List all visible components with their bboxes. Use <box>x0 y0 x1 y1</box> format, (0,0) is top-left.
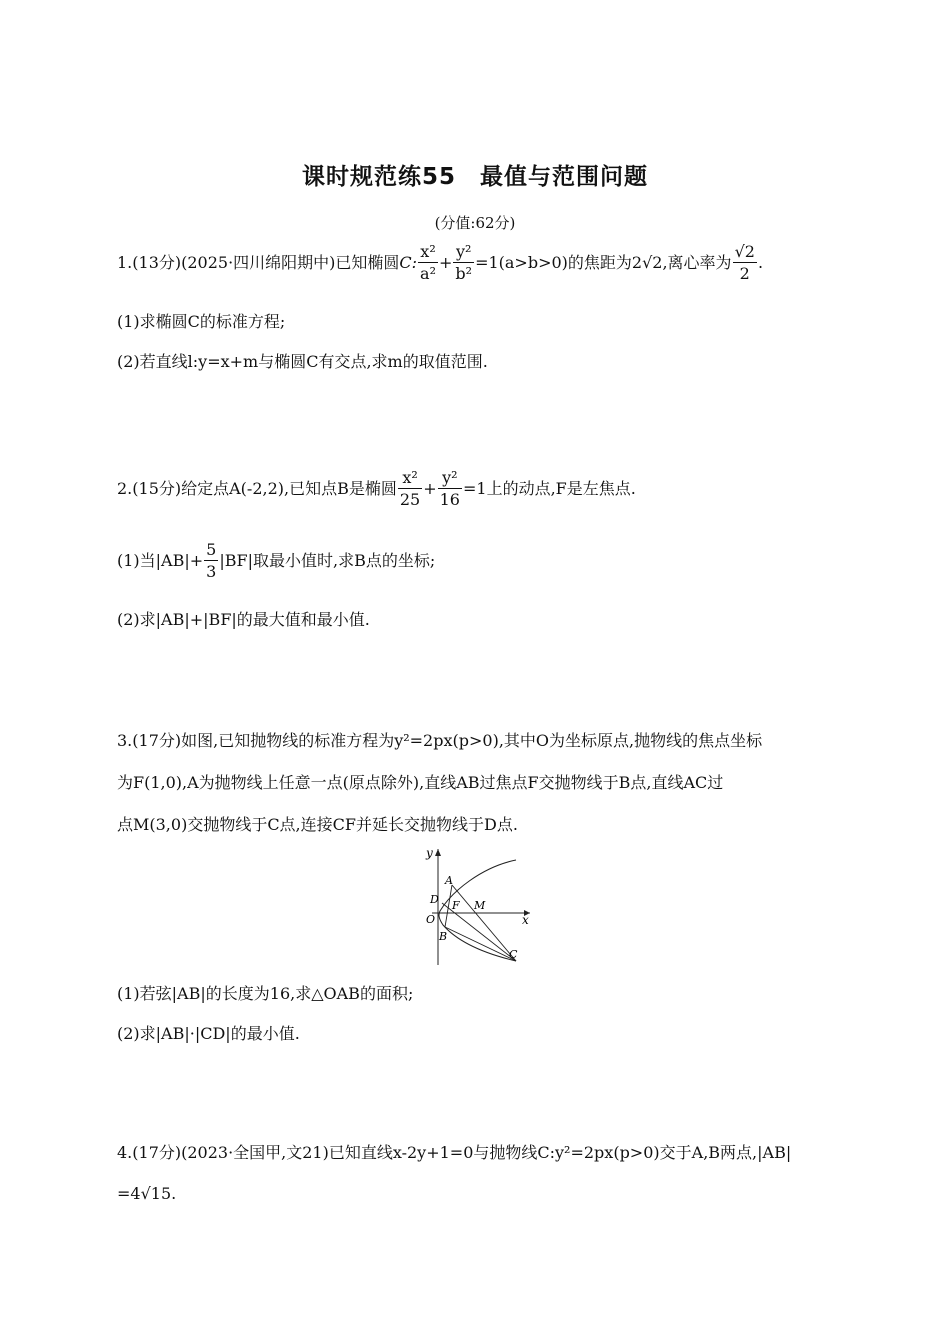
parabola-figure <box>412 843 538 968</box>
label-C: C <box>509 948 518 961</box>
q4-line1: 4.(17分)(2023·全国甲,文21)已知直线x-2y+1=0与抛物线C:y²=2px(p>0)交于A,B两点,|AB| <box>117 1143 792 1162</box>
q2-frac-53: $\frac{5}{3}$ <box>206 540 217 581</box>
score-note: (分值:62分) <box>434 214 516 232</box>
q1-part2: (2)若直线l:y=x+m与椭圆C有交点,求m的取值范围. <box>117 352 488 371</box>
label-D: D <box>430 893 439 906</box>
q3-part1: (1)若弦|AB|的长度为16,求△OAB的面积; <box>117 984 414 1003</box>
q1-frac-e: $\frac{√2}{2}$ <box>734 242 755 283</box>
q2-stem: 2.(15分)给定点A(-2,2),已知点B是椭圆 $\frac{\text{x²}}{25}$ + $\frac{\text{y²}}{16}$ =1上的动点,F是左焦点. <box>117 468 636 509</box>
line-BC <box>445 927 516 961</box>
q3-line2: 为F(1,0),A为抛物线上任意一点(原点除外),直线AB过焦点F交抛物线于B点,直线AC过 <box>117 773 724 792</box>
line-AC <box>452 885 516 961</box>
q3-line1: 3.(17分)如图,已知抛物线的标准方程为y²=2px(p>0),其中O为坐标原点,抛物线的焦点坐标 <box>117 731 763 750</box>
q3-line3: 点M(3,0)交抛物线于C点,连接CF并延长交抛物线于D点. <box>117 815 518 834</box>
q1-part1: (1)求椭圆C的标准方程; <box>117 312 286 331</box>
q1-stem: 1.(13分)(2025·四川绵阳期中)已知椭圆C: $\frac{\text{x²}}{\text{a²}}$ + $\frac{\text{y²}}{\text{b²}}$ =1(a>b>0)的焦距为2√2,离心率为 $\frac{√2}{2}$ . <box>117 242 764 283</box>
y-axis-arrow <box>435 849 441 856</box>
q2-frac-x: $\frac{\text{x²}}{25}$ <box>399 468 421 509</box>
q1-frac-y: $\frac{\text{y²}}{\text{b²}}$ <box>455 242 473 283</box>
q2-frac-y: $\frac{\text{y²}}{16}$ <box>439 468 460 509</box>
q2-part1: (1)当|AB|+ $\frac{5}{3}$ |BF|取最小值时,求B点的坐标; <box>117 540 436 581</box>
q2-part2: (2)求|AB|+|BF|的最大值和最小值. <box>117 610 370 629</box>
label-x: x <box>522 913 529 927</box>
q4-line2: =4√15. <box>117 1184 177 1203</box>
label-O: O <box>426 913 436 926</box>
q1-frac-x: $\frac{\text{x²}}{\text{a²}}$ <box>420 242 436 283</box>
label-F: F <box>452 899 460 912</box>
page-title: 课时规范练55 最值与范围问题 <box>301 164 648 190</box>
label-M: M <box>474 899 486 912</box>
label-y: y <box>426 846 433 860</box>
label-B: B <box>439 930 448 943</box>
label-A: A <box>445 874 453 887</box>
q3-part2: (2)求|AB|·|CD|的最小值. <box>117 1024 300 1043</box>
